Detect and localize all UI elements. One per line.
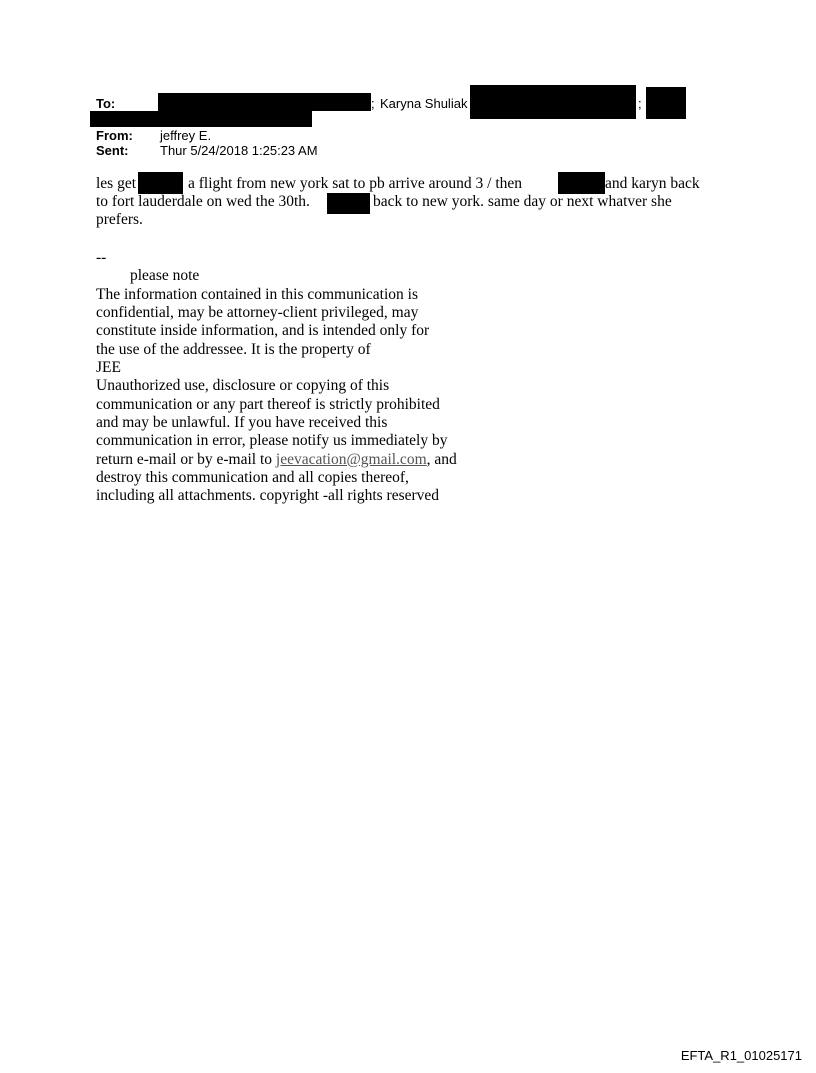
disclaimer-line: and may be unlawful. If you have received this [96, 414, 388, 431]
redaction-body-3 [327, 193, 370, 214]
return-text-post: , and [426, 451, 457, 468]
body-line-3: prefers. [96, 211, 143, 228]
email-link[interactable]: jeevacation@gmail.com [275, 451, 427, 468]
sent-label: Sent: [96, 143, 129, 158]
document-id: EFTA_R1_01025171 [680, 1048, 802, 1063]
disclaimer-line: JEE [96, 359, 121, 376]
body-line-2b: back to new york. same day or next whatver she [373, 193, 672, 210]
return-text-pre: return e-mail or by e-mail to [96, 451, 276, 468]
redaction-body-2 [558, 172, 605, 194]
from-value: jeffrey E. [160, 128, 212, 143]
disclaimer-line: destroy this communication and all copies thereof, [96, 469, 409, 486]
body-line-1b: a flight from new york sat to pb arrive around 3 / then [188, 175, 523, 192]
to-separator-2: ; [638, 96, 642, 111]
redaction-to-3 [646, 87, 686, 119]
disclaimer-line: confidential, may be attorney-client privileged, may [96, 304, 419, 321]
disclaimer-line: including all attachments. copyright -all rights reserved [96, 487, 440, 504]
disclaimer-line: constitute inside information, and is intended only for [96, 322, 430, 339]
disclaimer-line: communication in error, please notify us immediately by [96, 432, 448, 449]
from-label: From: [96, 128, 133, 143]
disclaimer-line: communication or any part thereof is strictly prohibited [96, 396, 440, 413]
disclaimer-return-line [96, 451, 457, 470]
redaction-body-1 [138, 172, 183, 194]
redaction-to-4 [90, 111, 312, 127]
redaction-to-1 [158, 93, 371, 111]
signature-please-note: please note [130, 267, 200, 284]
redaction-to-2 [470, 85, 636, 119]
body-line-2a: to fort lauderdale on wed the 30th. [96, 193, 310, 210]
to-separator-1: ; [371, 96, 375, 111]
to-label: To: [96, 96, 116, 111]
body-line-1a: les get [96, 175, 137, 192]
disclaimer-line: Unauthorized use, disclosure or copying of this [96, 377, 390, 394]
disclaimer-line: the use of the addressee. It is the property of [96, 341, 371, 358]
body-line-1c: and karyn back [605, 175, 700, 192]
to-recipient-name: Karyna Shuliak [380, 96, 468, 111]
signature-dashes: -- [96, 249, 107, 266]
sent-value: Thur 5/24/2018 1:25:23 AM [160, 143, 318, 158]
disclaimer-line: The information contained in this communication is [96, 286, 418, 303]
